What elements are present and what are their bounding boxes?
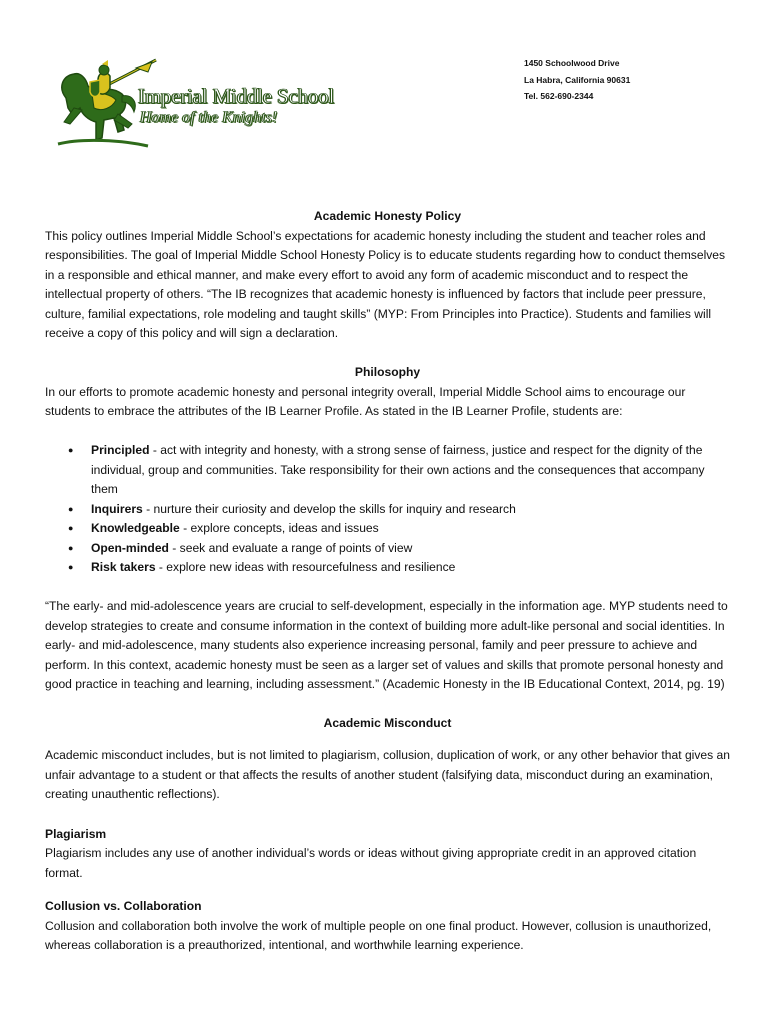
learner-profile-list <box>45 441 730 578</box>
list-item <box>45 500 730 520</box>
attribute-text: - nurture their curiosity and develop the skills for inquiry and research <box>142 501 516 516</box>
plagiarism-heading: Plagiarism <box>45 826 107 841</box>
ib-quote: “The early- and mid-adolescence years are crucial to self-development, especially in the information age. MYP students need to develop strategies to create and consume information in the context of building more adult-like personal and social identities. In early- and mid-adolescence, many students also experience increasing personal, family and peer pressure to achieve and perform. In this context, academic honesty must be seen as a larger set of values and skills that promote personal honesty and good practice in teaching and learning, including assessment.” (Academic Honesty in the IB Educational Context, 2014, pg. 19) <box>45 599 728 691</box>
school-address <box>524 55 630 105</box>
attribute-text: - explore concepts, ideas and issues <box>179 521 379 535</box>
philosophy-body: In our efforts to promote academic honesty and personal integrity overall, Imperial Middle School aims to encourage our students to embrace the attributes of the IB Learner Profile. As stated in the IB Learner Profile, students are: <box>45 384 686 418</box>
philosophy-heading: Philosophy <box>354 365 421 379</box>
school-logo <box>52 58 352 154</box>
misconduct-body: Academic misconduct includes, but is not limited to plagiarism, collusion, duplication of work, or any other behavior that gives an unfair advantage to a student or that affects the results of another student (falsifying data, misconduct during an examination, creating unauthentic reflections). <box>45 748 730 801</box>
attribute-term: Risk takers <box>91 560 156 574</box>
collusion-body: Collusion and collaboration both involve the work of multiple people on one final product. However, collusion is unauthorized, whereas collaboration is a preauthorized, intentional, and worthwhile learning experience. <box>45 918 712 952</box>
attribute-term: Open-minded <box>91 540 169 555</box>
attribute-term: Principled <box>91 443 150 457</box>
address-street: 1450 Schoolwood Drive <box>524 58 620 68</box>
address-phone: Tel. 562-690-2344 <box>524 91 594 101</box>
list-item <box>45 558 730 578</box>
school-name: Imperial Middle School <box>138 84 335 108</box>
policy-intro: This policy outlines Imperial Middle School’s expectations for academic honesty including the student and teacher roles and responsibilities. The goal of Imperial Middle School Honesty Policy is to educate students regarding how to conduct themselves in a responsible and ethical manner, and make every effort to avoid any form of academic misconduct and to respect the intellectual property of others. “The IB recognizes that academic honesty is influenced by factors that include peer pressure, culture, familial expectations, role modeling and taught skills” (MYP: From Principles into Practice). Students and families will receive a copy of this policy and will sign a declaration. <box>45 228 726 340</box>
collusion-heading: Collusion vs. Collaboration <box>45 899 202 913</box>
misconduct-heading: Academic Misconduct <box>323 715 452 730</box>
policy-title: Academic Honesty Policy <box>313 209 462 223</box>
list-item <box>45 519 730 539</box>
attribute-text: - seek and evaluate a range of points of view <box>168 540 413 555</box>
list-item <box>45 539 730 559</box>
school-motto: Home of the Knights! <box>140 109 278 126</box>
attribute-term: Knowledgeable <box>91 521 180 535</box>
address-city: La Habra, California 90631 <box>524 74 631 85</box>
attribute-term: Inquirers <box>91 501 143 516</box>
attribute-text: - explore new ideas with resourcefulness and resilience <box>155 560 456 574</box>
policy-content <box>45 207 730 956</box>
plagiarism-body: Plagiarism includes any use of another individual’s words or ideas without giving appropriate credit in an approved citation format. <box>45 846 697 880</box>
attribute-text: - act with integrity and honesty, with a strong sense of fairness, justice and respect for the dignity of the individual, group and communities. Take responsibility for their own actions and the consequences that accompany them <box>91 443 705 496</box>
list-item <box>45 441 730 500</box>
